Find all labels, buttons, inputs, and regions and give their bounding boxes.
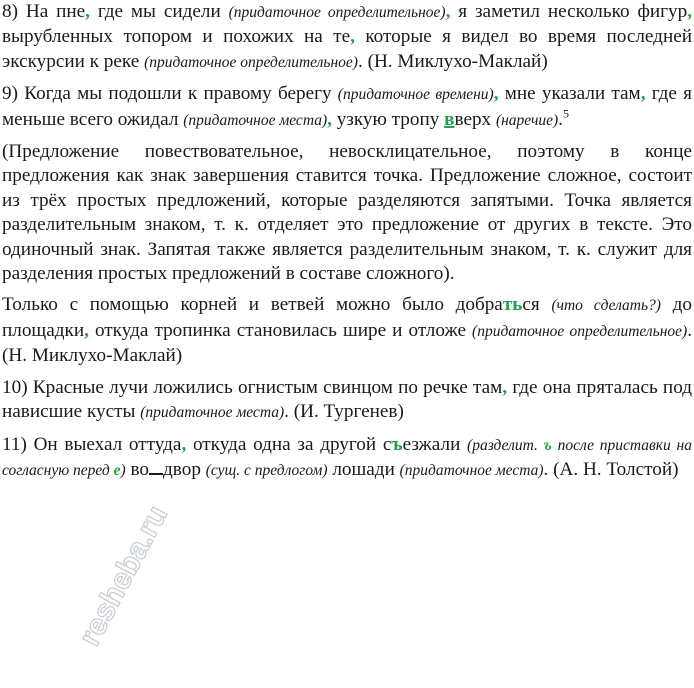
- text: 11) Он выехал оттуда: [2, 433, 182, 455]
- sentence-only: [2, 293, 692, 368]
- comma: ,: [445, 1, 451, 22]
- text: Только с помощью корней и ветвей можно было добра: [2, 294, 503, 316]
- sentence-9: [2, 82, 692, 133]
- text: я заметил несколько фигур: [450, 1, 688, 22]
- highlighted-letter: в: [444, 108, 455, 130]
- text: где мы сидели: [89, 1, 229, 22]
- note-part: после приставки на согласную перед: [2, 436, 693, 479]
- text: откуда тропинка становилась шире и отложе: [88, 319, 473, 341]
- note-part: ): [120, 461, 126, 479]
- document-page: [2, 0, 692, 490]
- text: где я меньше всего ожидал: [2, 83, 692, 130]
- text: верх: [454, 108, 496, 130]
- text: мне указали там: [498, 83, 641, 105]
- comma: ,: [84, 319, 89, 341]
- highlighted-letters: ть: [502, 294, 523, 316]
- comma: ,: [640, 83, 646, 105]
- note-part: (разделит.: [467, 436, 544, 454]
- highlighted-letter: ъ: [391, 433, 403, 455]
- grammar-note: (придаточное места): [183, 111, 328, 129]
- text: двор: [163, 458, 206, 480]
- grammar-note: (сущ. с предлогом): [205, 461, 328, 479]
- grammar-note: (придаточное места): [140, 404, 285, 422]
- footnote-mark: 5: [562, 106, 569, 121]
- text: вырубленных топором и похожих на те: [2, 26, 351, 48]
- text: которые я видел во время последней экскурсии к реке: [2, 26, 692, 72]
- comma: ,: [687, 1, 692, 22]
- comma: ,: [85, 1, 90, 22]
- text: лошади: [327, 458, 400, 480]
- grammar-note: (придаточное времени): [337, 86, 494, 104]
- author-citation: . (Н. Миклухо-Маклай): [2, 319, 693, 367]
- watermark-text: resheba.ru: [73, 500, 175, 652]
- author-citation: . (Н. Миклухо-Маклай): [357, 50, 548, 72]
- highlighted-letter: е: [113, 461, 121, 479]
- explanation-paragraph: [2, 140, 692, 286]
- highlighted-letter: ъ: [543, 436, 552, 454]
- text: (Предложение повествовательное, невосклицательное, поэтому в конце предложения как знак завершения ставится точка. Предложение сложное, состоит из трёх простых предложений, которые разделяются запятыми. Точка является разделительным знаком, т. к. отделяет это предложение от других в тексте. Это одиночный знак. Запятая также является разделительным знаком, т. к. служит для разделения простых предложений в составе сложного).: [2, 141, 692, 285]
- comma: ,: [350, 26, 355, 48]
- grammar-note: (придаточное определительное): [144, 53, 358, 71]
- sentence-8: [2, 0, 692, 75]
- text: узкую тропу: [331, 108, 445, 130]
- text: 8) На пне: [2, 1, 86, 22]
- grammar-note: (что сделать?): [551, 297, 661, 315]
- sentence-10: [2, 376, 692, 426]
- comma: ,: [181, 433, 187, 455]
- text: 9) Когда мы подошли к правому берегу: [2, 83, 338, 105]
- sentence-11: [2, 433, 692, 484]
- author-citation: . (А. Н. Толстой): [543, 458, 679, 480]
- comma: ,: [493, 83, 499, 105]
- watermark: [68, 470, 178, 660]
- text: .: [558, 108, 563, 130]
- blank-space-mark: [149, 472, 163, 475]
- author-citation: . (И. Тургенев): [284, 401, 404, 423]
- text: 10) Красные лучи ложились огнистым свинцом по речке там: [2, 376, 503, 398]
- grammar-note: (придаточное определительное): [228, 4, 446, 21]
- text: ся: [522, 294, 552, 316]
- grammar-note: (наречие): [495, 111, 559, 129]
- comma: ,: [502, 376, 508, 398]
- grammar-note: (придаточное определительное): [472, 322, 688, 340]
- text: езжали: [402, 433, 468, 455]
- text: где она пряталась под нависшие кусты: [2, 376, 692, 423]
- grammar-note: (придаточное места): [399, 461, 544, 479]
- text: откуда одна за другой с: [186, 433, 392, 455]
- comma: ,: [327, 108, 332, 130]
- text: до площадки: [2, 294, 693, 341]
- text: во: [125, 458, 150, 480]
